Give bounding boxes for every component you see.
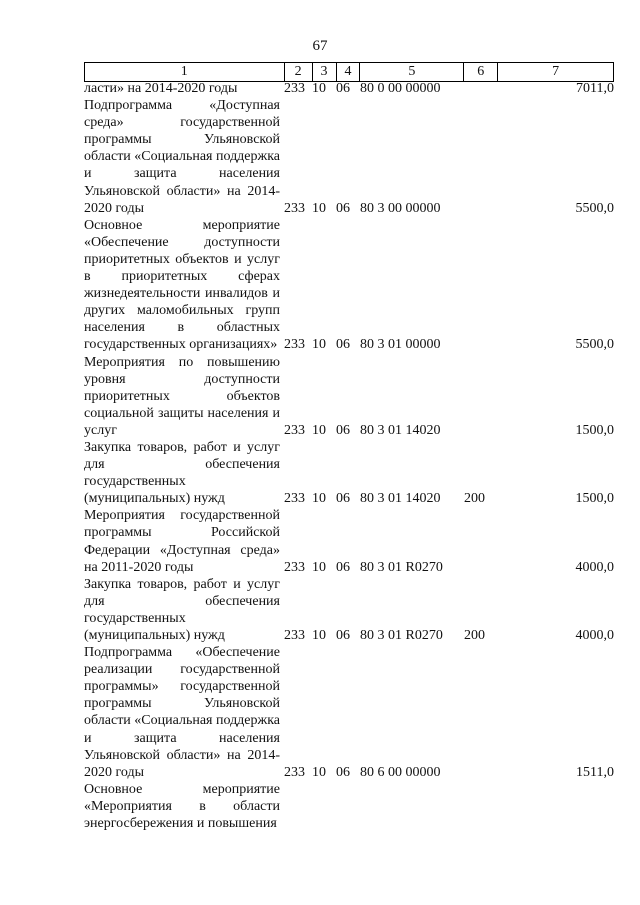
budget-table <box>84 80 614 832</box>
chapter-code: 10 <box>312 628 326 643</box>
row-amount: 4000,0 <box>575 628 614 643</box>
target-article-code: 80 3 00 00000 <box>360 200 441 216</box>
section-code <box>284 781 312 832</box>
target-article-code: 80 3 01 00000 <box>360 337 441 353</box>
column-header: 4 <box>336 63 360 82</box>
subsection-code: 06 <box>336 559 350 575</box>
chapter-code: 10 <box>312 337 326 353</box>
budget-table-body <box>84 80 614 832</box>
target-article-code: 80 3 01 R0270 <box>360 628 443 643</box>
expense-type-code <box>464 354 498 439</box>
chapter-code: 10 <box>312 491 326 507</box>
chapter-code: 10 <box>312 81 326 96</box>
section-code: 233 <box>284 337 305 353</box>
column-header: 6 <box>464 63 498 82</box>
table-row <box>84 217 614 354</box>
column-header-table <box>84 62 614 82</box>
subsection-code: 06 <box>336 491 350 507</box>
target-article-code: 80 3 01 R0270 <box>360 559 443 575</box>
expense-type-code: 200 <box>464 628 485 643</box>
expense-type-code <box>464 80 498 97</box>
expense-type-code <box>464 217 498 354</box>
expense-type-code: 200 <box>464 491 485 507</box>
chapter-code: 10 <box>312 559 326 575</box>
section-code: 233 <box>284 81 305 96</box>
section-code: 233 <box>284 559 305 575</box>
chapter-code: 10 <box>312 200 326 216</box>
row-name: Мероприятия по повышению уровня доступности приоритетных объектов социальной защиты населения и услуг <box>84 354 280 438</box>
chapter-code <box>312 781 336 832</box>
row-name: Основное мероприятие «Мероприятия в области энергосбережения и повышения <box>84 781 280 832</box>
subsection-code: 06 <box>336 81 350 96</box>
chapter-code: 10 <box>312 764 326 780</box>
column-header: 3 <box>312 63 336 82</box>
section-code: 233 <box>284 200 305 216</box>
row-amount: 7011,0 <box>576 81 614 96</box>
subsection-code: 06 <box>336 628 350 643</box>
row-amount: 1500,0 <box>575 491 614 507</box>
row-name: ласти» на 2014-2020 годы <box>84 81 238 96</box>
row-name: Мероприятия государственной программы Российской Федерации «Доступная среда» на 2011-2020 годы <box>84 508 280 575</box>
section-code: 233 <box>284 764 305 780</box>
row-amount: 1500,0 <box>575 422 614 438</box>
table-row <box>84 644 614 781</box>
section-code: 233 <box>284 491 305 507</box>
expense-type-code <box>464 781 498 832</box>
page-number: 67 <box>312 38 328 54</box>
section-code: 233 <box>284 422 305 438</box>
row-amount: 5500,0 <box>575 337 614 353</box>
section-code: 233 <box>284 628 305 643</box>
expense-type-code <box>464 507 498 575</box>
row-name: Подпрограмма «Обеспечение реализации государственной программы» государственной программы Ульяновской области «Социальная поддержка и защита населения Ульяновской области» на 2014-2020 годы <box>84 645 280 780</box>
subsection-code: 06 <box>336 337 350 353</box>
subsection-code <box>336 781 360 832</box>
row-amount: 4000,0 <box>575 559 614 575</box>
row-name: Закупка товаров, работ и услуг для обеспечения государственных (муниципальных) нужд <box>84 439 280 507</box>
table-row <box>84 507 614 575</box>
row-amount: 5500,0 <box>575 200 614 216</box>
row-amount: 1511,0 <box>576 764 614 780</box>
expense-type-code <box>464 97 498 217</box>
table-row <box>84 576 614 644</box>
target-article-code: 80 0 00 00000 <box>360 81 441 96</box>
table-row <box>84 80 614 97</box>
column-header: 7 <box>498 63 614 82</box>
subsection-code: 06 <box>336 200 350 216</box>
column-header: 1 <box>85 63 285 82</box>
table-row <box>84 781 614 832</box>
target-article-code: 80 6 00 00000 <box>360 764 441 780</box>
subsection-code: 06 <box>336 422 350 438</box>
target-article-code: 80 3 01 14020 <box>360 422 441 438</box>
target-article-code <box>360 781 464 832</box>
row-amount <box>498 781 614 832</box>
row-name: Основное мероприятие «Обеспечение доступности приоритетных объектов и услуг в приоритетных сферах жизнедеятельности инвалидов и других маломобильных групп населения в областных государственных организациях» <box>84 217 280 353</box>
column-header: 2 <box>284 63 312 82</box>
table-row <box>84 439 614 507</box>
target-article-code: 80 3 01 14020 <box>360 491 441 507</box>
subsection-code: 06 <box>336 764 350 780</box>
column-header-row <box>85 63 614 82</box>
row-name: Закупка товаров, работ и услуг для обеспечения государственных (муниципальных) нужд <box>84 576 280 643</box>
row-name: Подпрограмма «Доступная среда» государственной программы Ульяновской области «Социальная поддержка и защита населения Ульяновской области» на 2014-2020 годы <box>84 98 280 216</box>
table-row <box>84 97 614 217</box>
chapter-code: 10 <box>312 422 326 438</box>
column-header: 5 <box>360 63 464 82</box>
table-row <box>84 354 614 439</box>
expense-type-code <box>464 644 498 781</box>
